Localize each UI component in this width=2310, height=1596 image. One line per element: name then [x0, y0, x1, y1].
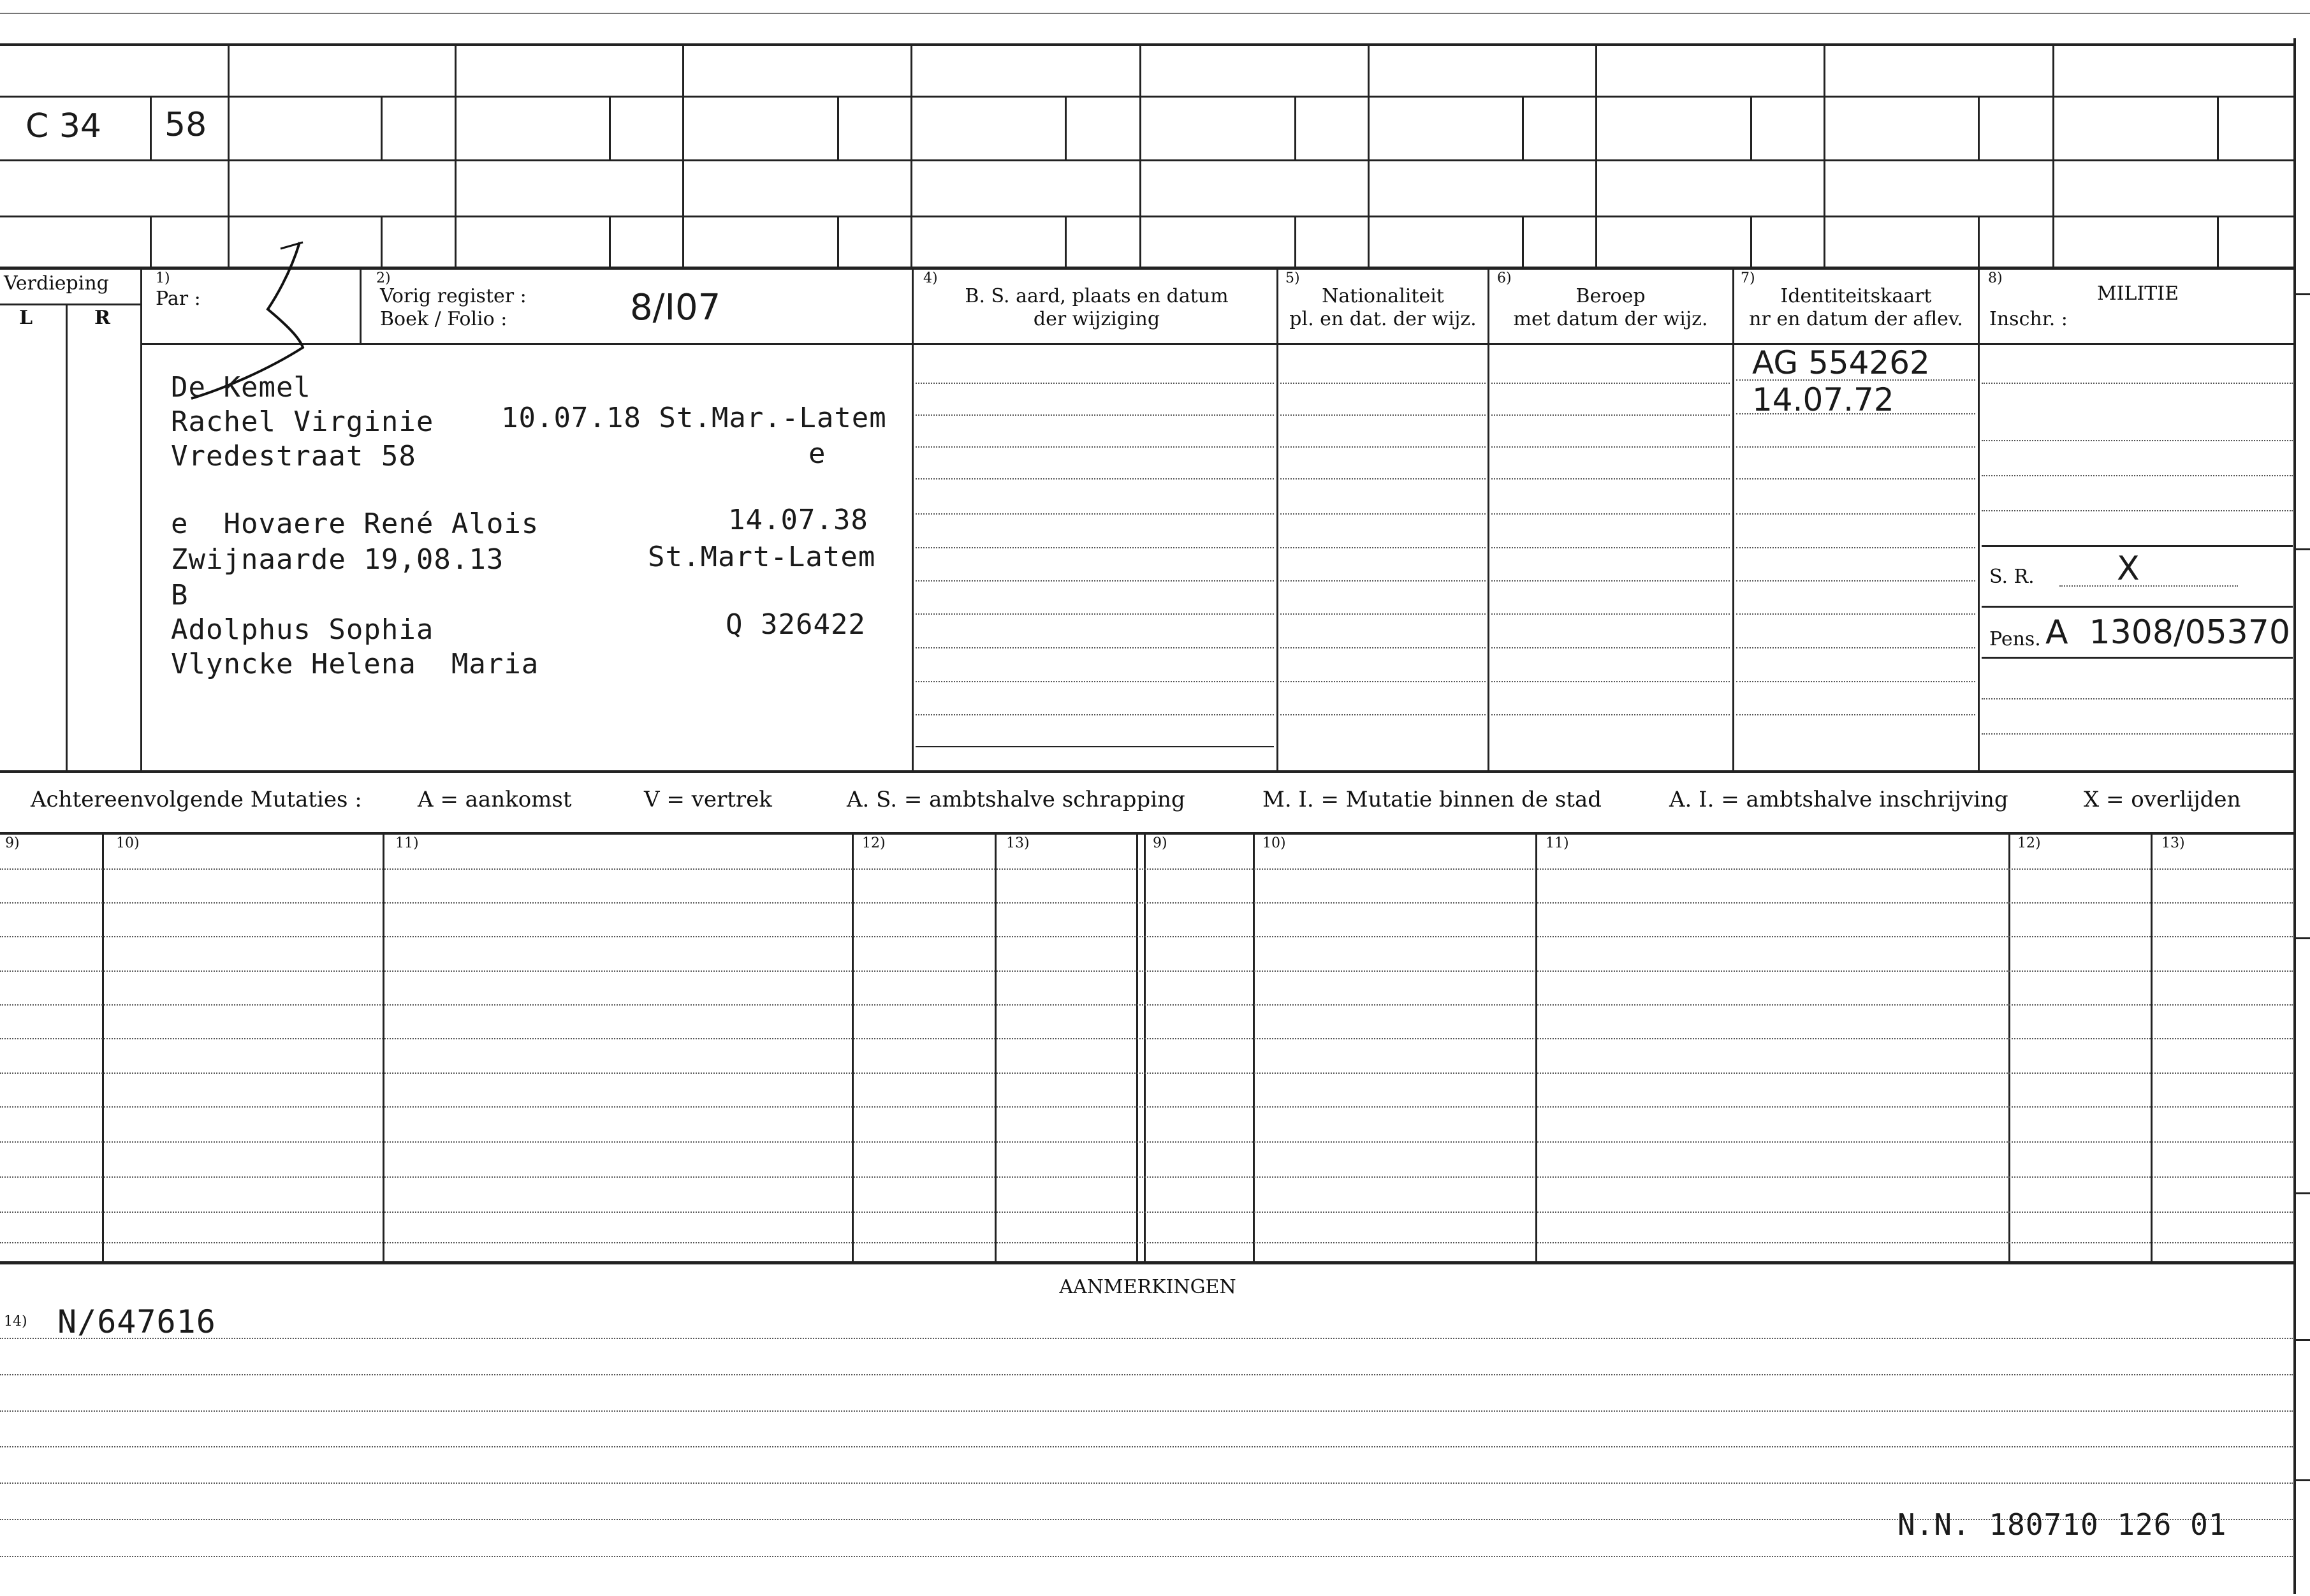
- grid-line: [381, 96, 383, 159]
- person-first-names: Rachel Virginie: [171, 406, 434, 438]
- grid-line: [609, 216, 611, 267]
- bs-label-line2: der wijziging: [1033, 308, 1160, 330]
- bs-label-line1: B. S. aard, plaats en datum: [965, 285, 1229, 307]
- beroep-sub-label: met datum der wijz.: [1513, 308, 1708, 330]
- register-number: 58: [164, 106, 207, 144]
- legend-title: Achtereenvolgende Mutaties :: [31, 787, 362, 812]
- grid-line: [150, 216, 152, 267]
- mutation-col-10b: 10): [1262, 835, 1286, 851]
- beroep-label: Beroep: [1575, 285, 1646, 307]
- grid-line: [1522, 216, 1524, 267]
- person-address: Vredestraat 58: [171, 440, 416, 472]
- inschr-label: Inschr. :: [1989, 308, 2068, 330]
- grid-line: [0, 1261, 2295, 1264]
- grid-line: [0, 159, 2295, 161]
- field-number-4: 4): [923, 270, 938, 286]
- grid-line: [0, 832, 2295, 835]
- grid-line: [1368, 43, 1370, 268]
- grid-line: [228, 43, 230, 268]
- grid-line: [1978, 216, 1980, 267]
- spouse-name: e Hovaere René Alois: [171, 508, 539, 540]
- mutation-col-11: 11): [395, 835, 419, 851]
- grid-line: [1750, 96, 1752, 159]
- grid-line: [150, 96, 152, 159]
- field-number-7: 7): [1741, 270, 1755, 286]
- legend-overlijden: X = overlijden: [2084, 787, 2241, 812]
- grid-line: [910, 43, 912, 268]
- field-number-2: 2): [376, 270, 391, 286]
- mutation-col-12: 12): [862, 835, 886, 851]
- legend-aankomst: A = aankomst: [418, 787, 572, 812]
- grid-line: [1750, 216, 1752, 267]
- field-number-14: 14): [4, 1314, 27, 1329]
- field-number-1: 1): [156, 270, 170, 286]
- spouse-birth: Zwijnaarde 19,08.13: [171, 543, 504, 576]
- nationaliteit-label: Nationaliteit: [1322, 285, 1444, 307]
- grid-line: [2217, 216, 2219, 267]
- pens-value: A 1308/05370: [2045, 613, 2290, 652]
- marriage-place: St.Mart-Latem: [648, 541, 876, 573]
- grid-line: [1595, 43, 1597, 268]
- grid-line: [912, 267, 914, 770]
- grid-line: [1732, 267, 1734, 770]
- remarks-value: N/647616: [57, 1303, 216, 1340]
- sr-value: X: [2117, 550, 2140, 588]
- grid-line: [1065, 216, 1067, 267]
- grid-line: [1978, 267, 1980, 770]
- mutation-col-9: 9): [5, 835, 20, 851]
- status-code: B: [171, 579, 189, 611]
- col-l-label: L: [19, 307, 33, 329]
- par-label: Par :: [156, 288, 201, 310]
- grid-line: [455, 43, 457, 268]
- mutation-col-12b: 12): [2017, 835, 2041, 851]
- grid-line: [1488, 267, 1489, 770]
- grid-line: [0, 770, 2295, 773]
- register-code: C 34: [26, 107, 102, 145]
- right-edge: [2293, 38, 2296, 1594]
- pens-label: Pens.: [1989, 628, 2041, 650]
- legend-vertrek: V = vertrek: [644, 787, 772, 812]
- person-birth: 10.07.18 St.Mar.-Latem: [501, 402, 887, 434]
- identiteitskaart-label: Identiteitskaart: [1780, 285, 1932, 307]
- field-number-5: 5): [1285, 270, 1300, 286]
- person-surname: De Kemel: [171, 371, 311, 404]
- id-card-date: 14.07.72: [1752, 381, 1894, 418]
- sr-label: S. R.: [1989, 566, 2035, 588]
- mutation-col-10: 10): [116, 835, 140, 851]
- militie-label: MILITIE: [2096, 282, 2179, 305]
- mutation-col-9b: 9): [1153, 835, 1167, 851]
- mutation-col-13: 13): [1006, 835, 1030, 851]
- grid-line: [837, 216, 839, 267]
- grid-line: [0, 216, 2295, 217]
- boek-folio-label: Boek / Folio :: [380, 308, 508, 330]
- legend-mutatie: M. I. = Mutatie binnen de stad: [1262, 787, 1602, 812]
- grid-line: [140, 267, 142, 770]
- grid-line: [381, 216, 383, 267]
- mutation-col-13b: 13): [2161, 835, 2185, 851]
- remarks-title: AANMERKINGEN: [1059, 1276, 1236, 1298]
- boek-folio-value: 8/I07: [630, 287, 721, 328]
- grid-line: [682, 43, 684, 268]
- mother-name: Vlyncke Helena Maria: [171, 648, 539, 680]
- grid-line: [0, 96, 2295, 98]
- grid-line: [609, 96, 611, 159]
- legend-schrapping: A. S. = ambtshalve schrapping: [847, 787, 1185, 812]
- grid-line: [1065, 96, 1067, 159]
- grid-line: [1978, 96, 1980, 159]
- grid-line: [2217, 96, 2219, 159]
- col-r-label: R: [94, 307, 110, 329]
- top-edge: [0, 13, 2310, 14]
- grid-line: [0, 43, 2295, 46]
- grid-line: [2052, 43, 2054, 268]
- grid-line: [1294, 216, 1296, 267]
- grid-line: [837, 96, 839, 159]
- vorig-register-label: Vorig register :: [380, 285, 527, 307]
- verdieping-label: Verdieping: [4, 272, 109, 295]
- field-number-6: 6): [1497, 270, 1512, 286]
- identiteitskaart-sub-label: nr en datum der aflev.: [1749, 308, 1963, 330]
- grid-line: [1522, 96, 1524, 159]
- field-number-8: 8): [1988, 270, 2003, 286]
- grid-line: [1139, 43, 1141, 268]
- grid-line: [1824, 43, 1825, 268]
- grid-line: [0, 304, 140, 305]
- grid-line: [912, 343, 2295, 345]
- id-card-number: AG 554262: [1752, 344, 1930, 381]
- father-name: Adolphus Sophia: [171, 613, 434, 646]
- grid-line: [1276, 267, 1278, 770]
- grid-line: [66, 305, 68, 770]
- nationaliteit-sub-label: pl. en dat. der wijz.: [1289, 308, 1477, 330]
- mutation-col-11b: 11): [1546, 835, 1569, 851]
- marriage-date: 14.07.38: [728, 504, 868, 536]
- grid-line: [1294, 96, 1296, 159]
- national-number: N.N. 180710 126 01: [1897, 1507, 2227, 1542]
- legend-inschrijving: A. I. = ambtshalve inschrijving: [1669, 787, 2008, 812]
- reference-code: Q 326422: [726, 608, 866, 641]
- person-e-mark: e: [808, 437, 826, 470]
